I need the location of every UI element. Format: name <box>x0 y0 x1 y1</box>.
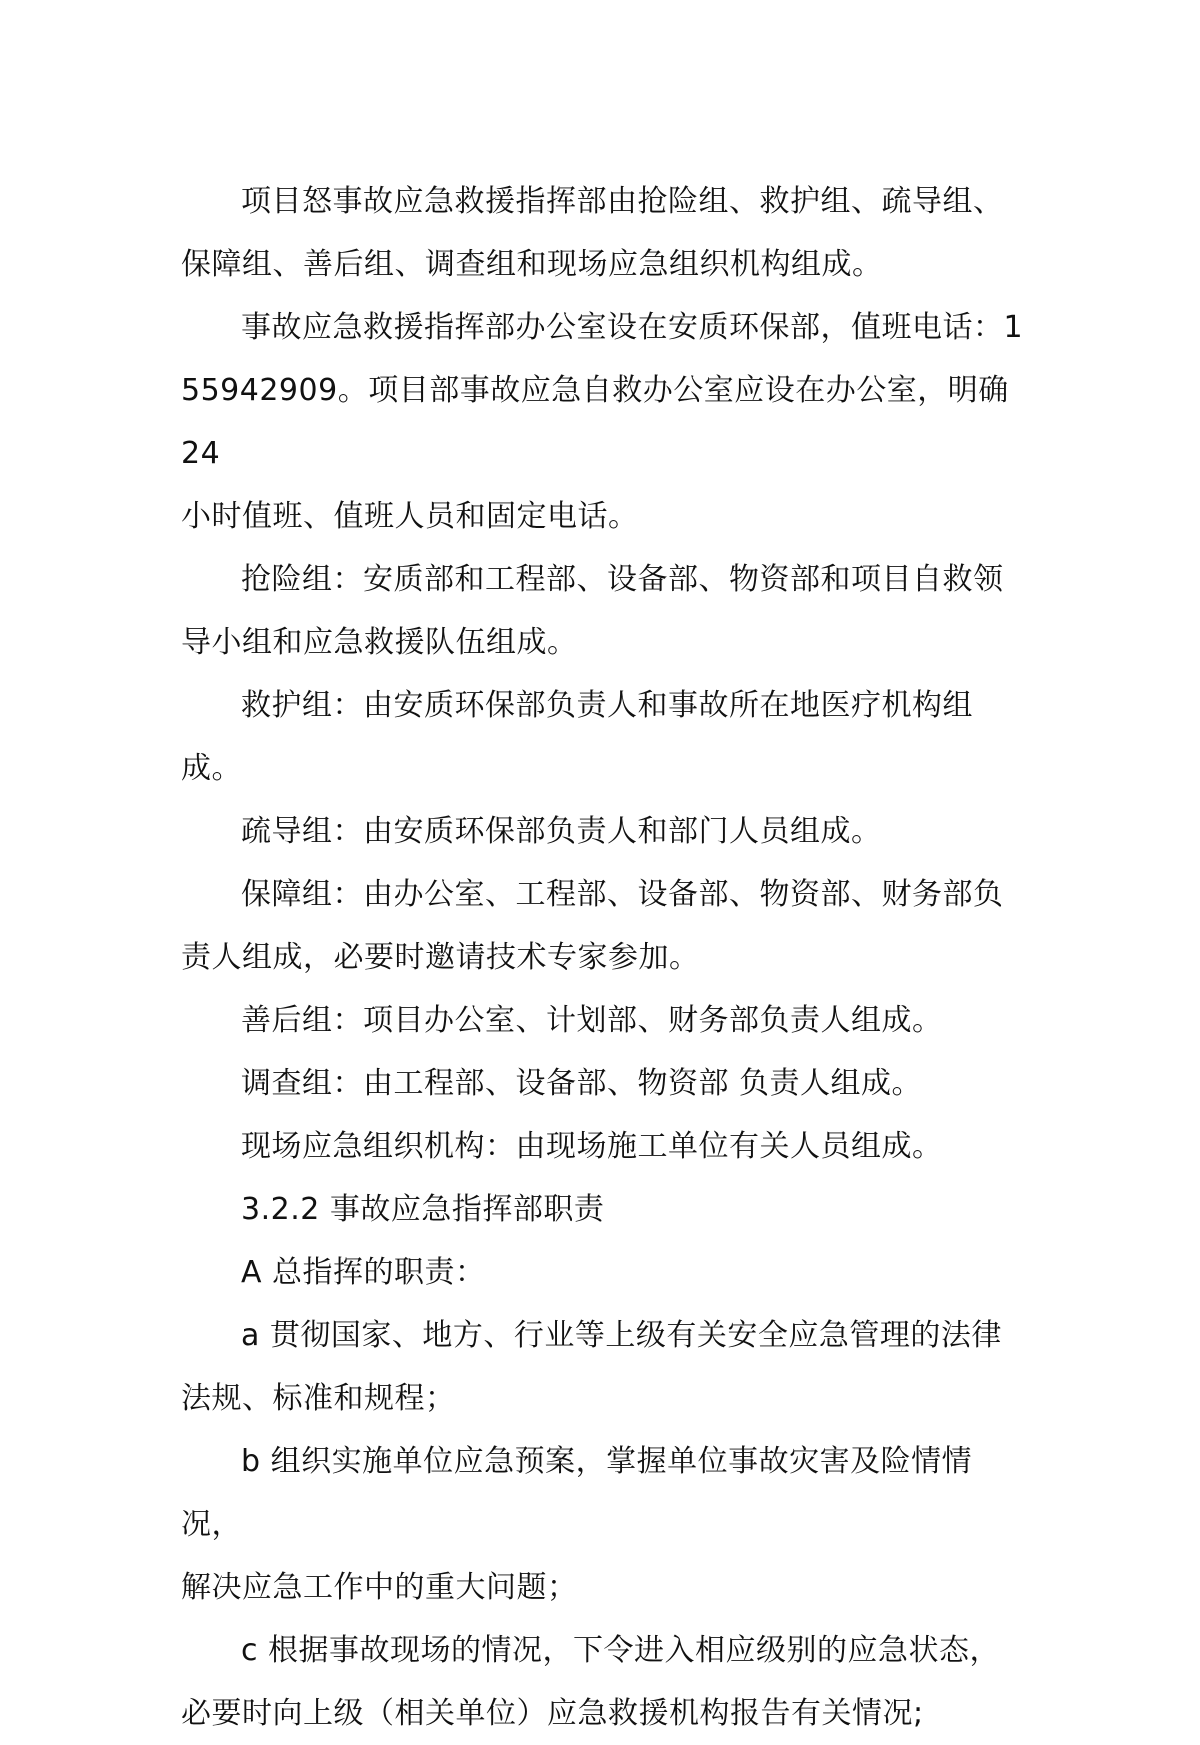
section-heading <box>181 1178 1031 1241</box>
list-item-a <box>181 1304 1031 1430</box>
paragraph-onsite-organization <box>181 1115 1031 1178</box>
text-line: 疏导组：由安质环保部负责人和部门人员组成。 <box>241 814 882 849</box>
text-line: 55942909。项目部事故应急自救办公室应设在办公室，明确 24 <box>181 373 1019 471</box>
text-line: 事故应急救援指挥部办公室设在安质环保部，值班电话：1 <box>241 310 1024 345</box>
paragraph-rescue-group <box>181 548 1031 674</box>
paragraph-command-structure <box>181 170 1031 296</box>
paragraph-care-group <box>181 674 1031 800</box>
paragraph-support-group <box>181 863 1031 989</box>
text-line: 现场应急组织机构：由现场施工单位有关人员组成。 <box>241 1129 943 1164</box>
text-line: 项目怒事故应急救援指挥部由抢险组、救护组、疏导组、 <box>241 184 1004 219</box>
document-body <box>181 170 1031 1745</box>
paragraph-office-duty <box>181 296 1031 548</box>
paragraph-aftermath-group <box>181 989 1031 1052</box>
paragraph-investigation-group <box>181 1052 1031 1115</box>
list-item-c <box>181 1619 1031 1745</box>
text-line: 导小组和应急救援队伍组成。 <box>181 625 578 660</box>
text-line: b 组织实施单位应急预案，掌握单位事故灾害及险情情况， <box>181 1444 973 1542</box>
text-line: 法规、标准和规程； <box>181 1381 456 1416</box>
text-line: 解决应急工作中的重大问题； <box>181 1570 578 1605</box>
text-line: a 贯彻国家、地方、行业等上级有关安全应急管理的法律 <box>241 1318 1002 1353</box>
text-line: 调查组：由工程部、设备部、物资部 负责人组成。 <box>241 1066 923 1101</box>
text-line: 善后组：项目办公室、计划部、财务部负责人组成。 <box>241 1003 943 1038</box>
text-line: 3.2.2 事故应急指挥部职责 <box>241 1192 605 1227</box>
text-line: 小时值班、值班人员和固定电话。 <box>181 499 639 534</box>
paragraph-evacuation-group <box>181 800 1031 863</box>
text-line: c 根据事故现场的情况，下令进入相应级别的应急状态， <box>241 1633 1001 1668</box>
text-line: 救护组：由安质环保部负责人和事故所在地医疗机构组成。 <box>181 688 973 786</box>
text-line: 保障组：由办公室、工程部、设备部、物资部、财务部负 <box>241 877 1004 912</box>
text-line: 抢险组：安质部和工程部、设备部、物资部和项目自救领 <box>241 562 1004 597</box>
text-line: 责人组成，必要时邀请技术专家参加。 <box>181 940 700 975</box>
text-line: 必要时向上级（相关单位）应急救援机构报告有关情况; <box>181 1696 924 1731</box>
subsection-heading <box>181 1241 1031 1304</box>
list-item-b <box>181 1430 1031 1619</box>
text-line: 保障组、善后组、调查组和现场应急组织机构组成。 <box>181 247 883 282</box>
text-line: A 总指挥的职责： <box>241 1255 486 1290</box>
